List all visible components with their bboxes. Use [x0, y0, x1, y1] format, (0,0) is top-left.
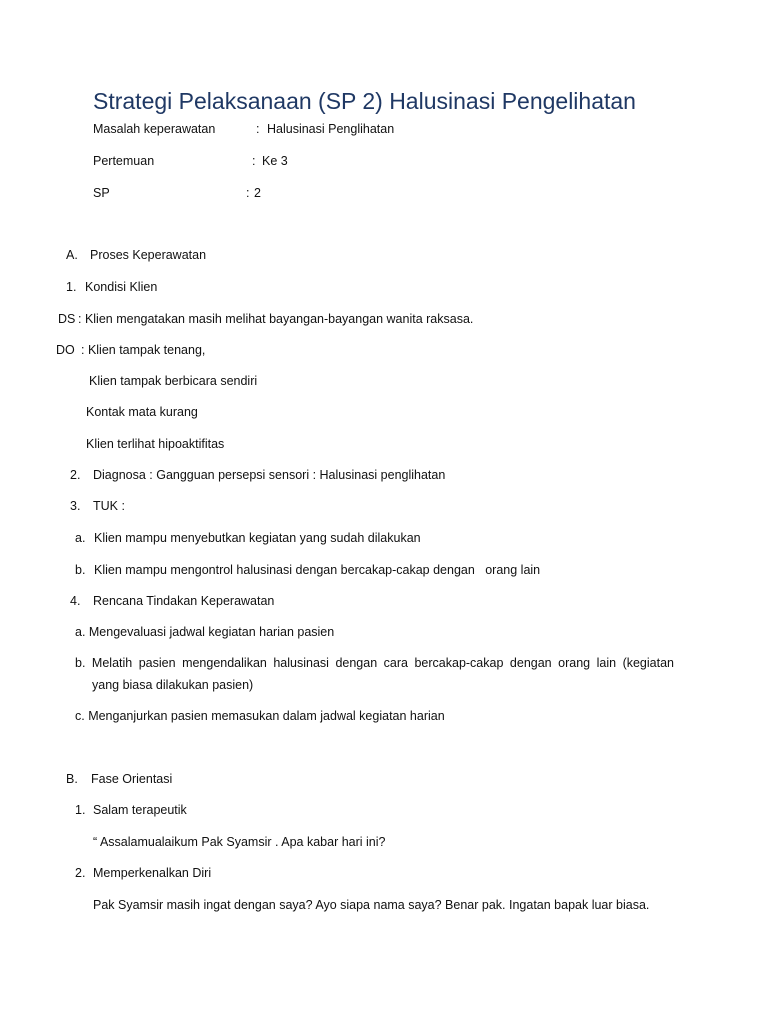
- item-1-text: Kondisi Klien: [85, 280, 158, 294]
- section-a-marker: A.: [66, 248, 78, 262]
- item-4-number: 4.: [70, 594, 81, 608]
- ds-text: : Klien mengatakan masih melihat bayangan-bayangan wanita raksasa.: [78, 312, 474, 326]
- section-b-marker: B.: [66, 772, 78, 786]
- tuk-text: Klien mampu mengontrol halusinasi dengan bercakap-cakap dengan orang lain: [94, 563, 541, 577]
- b-item-2-number: 2.: [75, 866, 86, 880]
- do-line: Klien terlihat hipoaktifitas: [86, 437, 225, 451]
- section-b-heading: Fase Orientasi: [91, 772, 173, 786]
- tuk-marker: a.: [75, 531, 86, 545]
- tuk-text: Klien mampu menyebutkan kegiatan yang sudah dilakukan: [94, 531, 421, 545]
- meta-sep-masalah: :: [256, 122, 260, 136]
- do-label: DO: [56, 343, 75, 357]
- b-item-2-body: Pak Syamsir masih ingat dengan saya? Ayo siapa nama saya? Benar pak. Ingatan bapak luar biasa.: [93, 898, 650, 912]
- meta-sep-sp: :: [246, 186, 250, 200]
- tuk-marker: b.: [75, 563, 86, 577]
- ds-label: DS: [58, 312, 76, 326]
- item-2-number: 2.: [70, 468, 81, 482]
- item-3-text: TUK :: [93, 499, 125, 513]
- item-2-text: Diagnosa : Gangguan persepsi sensori : Halusinasi penglihatan: [93, 468, 446, 482]
- document-title: Strategi Pelaksanaan (SP 2) Halusinasi Pengelihatan: [93, 88, 636, 114]
- meta-label-sp: SP: [93, 186, 110, 200]
- meta-value-sp: 2: [254, 186, 261, 200]
- rencana-item: a. Mengevaluasi jadwal kegiatan harian pasien: [75, 625, 335, 639]
- section-a-heading: Proses Keperawatan: [90, 248, 207, 262]
- rencana-item: c. Menganjurkan pasien memasukan dalam jadwal kegiatan harian: [75, 709, 445, 723]
- rencana-item: b. Melatih pasien mengendalikan halusinasi dengan cara bercakap-cakap dengan orang lain (kegiatan: [75, 656, 674, 670]
- meta-label-pertemuan: Pertemuan: [93, 154, 155, 168]
- do-line: Klien tampak berbicara sendiri: [89, 374, 258, 388]
- do-text: : Klien tampak tenang,: [81, 343, 206, 357]
- b-item-2-text: Memperkenalkan Diri: [93, 866, 212, 880]
- rencana-item-continuation: yang biasa dilakukan pasien): [92, 678, 254, 692]
- do-line: Kontak mata kurang: [86, 405, 198, 419]
- meta-sep-pertemuan: :: [252, 154, 256, 168]
- b-item-1-text: Salam terapeutik: [93, 803, 187, 817]
- b-item-1-body: “ Assalamualaikum Pak Syamsir . Apa kabar hari ini?: [93, 835, 386, 849]
- b-item-1-number: 1.: [75, 803, 86, 817]
- item-4-text: Rencana Tindakan Keperawatan: [93, 594, 275, 608]
- meta-value-masalah: Halusinasi Penglihatan: [267, 122, 395, 136]
- meta-label-masalah: Masalah keperawatan: [93, 122, 216, 136]
- item-1-number: 1.: [66, 280, 77, 294]
- meta-value-pertemuan: Ke 3: [262, 154, 288, 168]
- item-3-number: 3.: [70, 499, 81, 513]
